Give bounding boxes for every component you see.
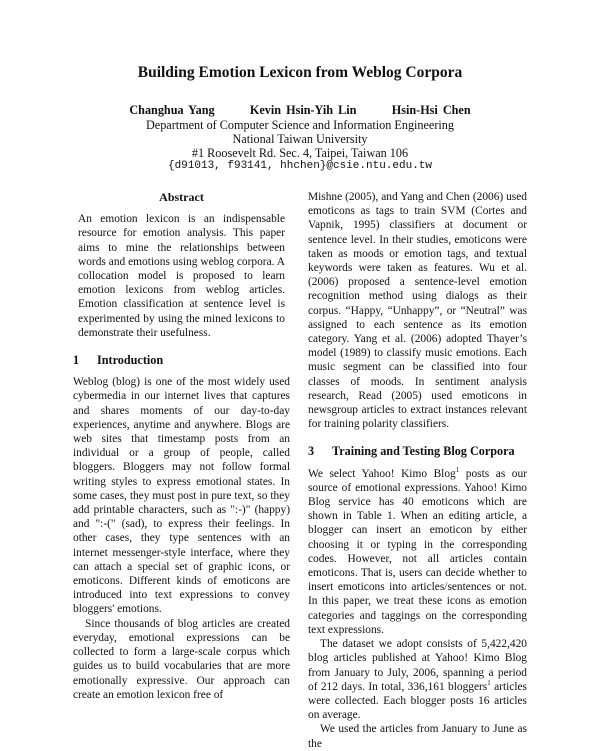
abstract-text: An emotion lexicon is an indispensable resource for emotion analysis. This paper aims to mine the relationships between words and emotions using weblog corpora. A collocation model is proposed to learn emotion lexicons from weblog articles. Emotion classification at sentence level is experimented by using the mined lexicons to demonstrate their usefulness. (78, 213, 285, 339)
section-title: Training and Testing Blog Corpora (332, 444, 515, 459)
text-run: articles were collected. Each blogger posts 16 articles on average. (308, 680, 527, 722)
paragraph: Weblog (blog) is one of the most widely used cybermedia in our internet lives that captures and shares moments of our day-to-day experiences, anytime and anywhere. Blogs are web sites that timestamp posts from an individual or a group of people, called bloggers. Bloggers may not follow formal writing styles to express emotional states. In some cases, they must post in pure text, so they add printable characters, such as ":-)" (happy) and ":-(" (sad), to express their feelings. In other cases, they type sentences with an internet messenger-style interface, where they can attach a special set of graphic icons, or emoticons. Different kinds of emoticons are introduced into text expressions to convey bloggers' emotions. (73, 376, 290, 616)
author-list (0, 103, 600, 118)
left-column (73, 190, 290, 702)
section-title: Introduction (97, 353, 164, 368)
section-heading-corpora (308, 444, 527, 458)
paragraph: We used the articles from January to June as the (308, 723, 527, 750)
author-name: Hsin-Hsi Chen (391, 103, 471, 117)
text-run: The dataset we adopt consists of 5,422,420 blog articles published at Yahoo! Kimo Blog from January to July, 2006, spanning a period of 212 days. In total, 336,161 bloggers (308, 638, 527, 693)
author-name: Kevin Hsin-Yih Lin (249, 103, 357, 117)
paper-title: Building Emotion Lexicon from Weblog Corpora (137, 64, 463, 81)
author-name: Changhua Yang (129, 103, 215, 117)
text-run: We select Yahoo! Kimo Blog (308, 467, 456, 480)
abstract-heading: Abstract (159, 190, 204, 204)
section-number: 1 (73, 353, 80, 368)
author-emails: {d91013, f93141, hhchen}@csie.ntu.edu.tw (167, 160, 433, 172)
section-number: 3 (308, 444, 315, 459)
paragraph (308, 637, 527, 722)
footnote-marker: 1 (455, 465, 460, 474)
affiliation-department: Department of Computer Science and Information Engineering (146, 118, 454, 132)
text-run: posts as our source of emotional expressions. Yahoo! Kimo Blog service has 40 emoticons which are shown in Table 1. When an editing article, a blogger can insert an emoticon by either choosing it or typing in the corresponding codes. However, not all articles contain emoticons. That is, users can decide whether to insert emoticons into articles/sentences or not. In this paper, we treat these icons as emotion categories and taggings on the corresponding text expressions. (308, 467, 527, 636)
right-column (308, 190, 527, 751)
footnote-marker: 1 (487, 678, 491, 687)
paragraph: Mishne (2005), and Yang and Chen (2006) used emoticons as tags to train SVM (Cortes and Vapnik, 1995) classifiers at document or sentence level. In their studies, emoticons were taken as moods or emotion tags, and textual keywords were taken as features. Wu et al. (2006) proposed a sentence-level emotion recognition method using dialogs as their corpus. “Happy, “Unhappy”, or “Neutral” was assigned to each sentence as its emotion category. Yang et al. (2006) adopted Thayer’s model (1989) to classify music emotions. Each music segment can be classified into four classes of moods. In sentiment analysis research, Read (2005) used emoticons in newsgroup articles to extract instances relevant for training polarity classifiers. (308, 191, 527, 431)
paragraph: Since thousands of blog articles are created everyday, emotional expressions can be collected to form a large-scale corpus which guides us to build vocabularies that are more emotionally expressive. Our approach can create an emotion lexicon free of (73, 617, 290, 701)
affiliation-university: National Taiwan University (232, 132, 368, 146)
paragraph (308, 467, 527, 637)
section-heading-introduction (73, 353, 290, 367)
affiliation-address: #1 Roosevelt Rd. Sec. 4, Taipei, Taiwan 106 (191, 146, 409, 160)
abstract (73, 190, 290, 340)
